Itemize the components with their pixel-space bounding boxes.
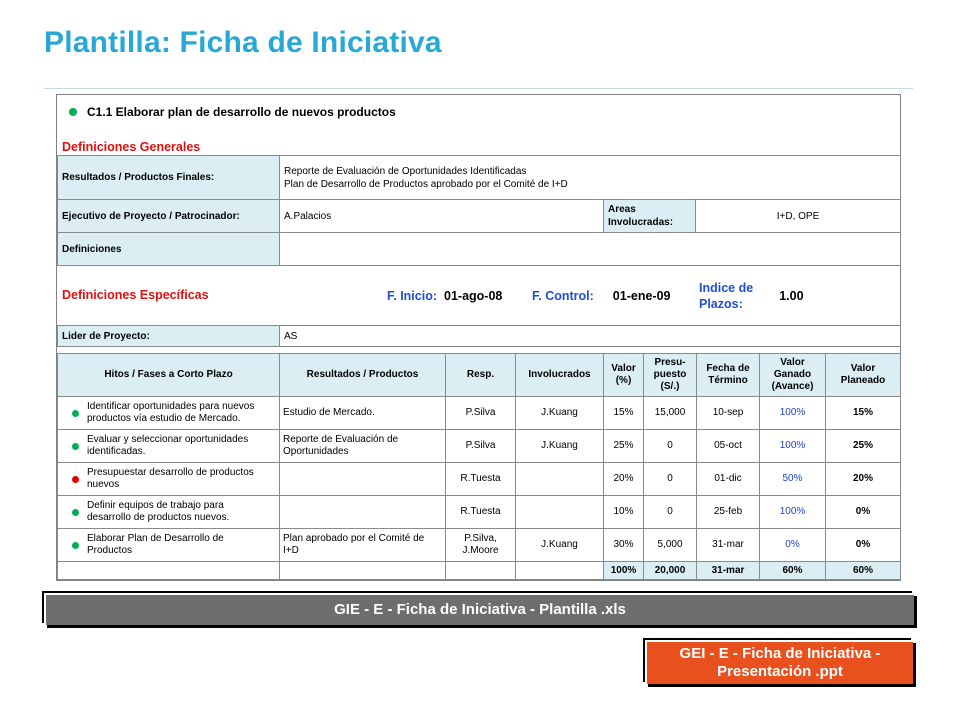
areas-value: I+D, OPE: [696, 200, 901, 233]
specific-definitions-heading: Definiciones Específicas: [62, 288, 209, 302]
executive-label: Ejecutivo de Proyecto / Patrocinador:: [58, 200, 280, 233]
hito-cell: [58, 496, 280, 529]
involucrados-cell: [516, 496, 604, 529]
hito-line: nuevos: [87, 479, 120, 490]
f-control-group: [532, 278, 670, 314]
presupuesto-cell: 0: [644, 430, 697, 463]
totals-blank-cell: [58, 562, 280, 580]
table-row: [58, 397, 901, 430]
involucrados-cell: J.Kuang: [516, 430, 604, 463]
valor-ganado-cell: 100%: [760, 397, 826, 430]
resp-cell: [446, 430, 516, 463]
results-line: Reporte de Evaluación de Oportunidades Identificadas: [284, 165, 527, 177]
status-dot: [72, 542, 79, 549]
f-control-label: F. Control:: [532, 289, 594, 303]
general-definitions-table: [57, 155, 901, 266]
areas-label-line: Areas: [608, 204, 636, 215]
result-line: Oportunidades: [283, 446, 349, 457]
status-dot: [72, 476, 79, 483]
valor-ganado-cell: 100%: [760, 496, 826, 529]
valor-cell: 30%: [604, 529, 644, 562]
col-header-valor-ganado: [760, 354, 826, 397]
header-line: puesto: [653, 369, 687, 380]
results-row: [58, 156, 901, 200]
template-file-link[interactable]: GIE - E - Ficha de Iniciativa - Plantilla .xls: [44, 593, 914, 625]
result-line: Estudio de Mercado.: [283, 407, 375, 418]
title-divider: [44, 88, 913, 89]
header-line: Ganado: [773, 369, 812, 380]
col-header-fecha: [697, 354, 760, 397]
involucrados-cell: J.Kuang: [516, 529, 604, 562]
resp-line: P.Silva: [465, 407, 496, 418]
table-row: [58, 430, 901, 463]
table-header-row: [58, 354, 901, 397]
executive-value: A.Palacios: [280, 200, 604, 233]
executive-row: [58, 200, 901, 233]
resp-cell: [446, 496, 516, 529]
totals-blank-cell: [446, 562, 516, 580]
fecha-cell: 31-mar: [697, 529, 760, 562]
result-cell: [280, 529, 446, 562]
col-header-resultados: Resultados / Productos: [280, 354, 446, 397]
f-inicio-value: 01-ago-08: [444, 289, 503, 303]
resp-cell: [446, 463, 516, 496]
header-line: Término: [708, 375, 748, 386]
col-header-involucrados: Involucrados: [516, 354, 604, 397]
result-cell: [280, 463, 446, 496]
col-header-presupuesto: [644, 354, 697, 397]
resp-line: J.Moore: [462, 545, 499, 556]
hito-line: Productos: [87, 545, 133, 556]
col-header-valor-planeado: [826, 354, 901, 397]
indice-label-line: Indice de: [699, 281, 754, 295]
valor-planeado-cell: 25%: [826, 430, 901, 463]
presupuesto-cell: 15,000: [644, 397, 697, 430]
presentation-link-line: Presentación .ppt: [717, 663, 843, 680]
results-value: [280, 156, 901, 200]
header-line: Valor: [611, 363, 636, 374]
status-dot-green: [69, 108, 77, 116]
indice-plazos-label: [699, 280, 753, 312]
presentation-file-link[interactable]: [645, 640, 913, 684]
table-row: [58, 496, 901, 529]
hito-cell: [58, 430, 280, 463]
valor-planeado-cell: 0%: [826, 529, 901, 562]
status-dot: [72, 443, 79, 450]
fecha-cell: 01-dic: [697, 463, 760, 496]
valor-cell: 10%: [604, 496, 644, 529]
status-dot: [72, 410, 79, 417]
total-fecha: 31-mar: [697, 562, 760, 580]
hito-cell: [58, 529, 280, 562]
header-line: Valor: [780, 357, 805, 368]
definitions-label: Definiciones: [58, 233, 280, 266]
header-line: (S/.): [660, 381, 680, 392]
leader-value: AS: [280, 326, 901, 347]
general-definitions-heading: Definiciones Generales: [62, 140, 201, 154]
valor-cell: 20%: [604, 463, 644, 496]
valor-cell: 15%: [604, 397, 644, 430]
f-inicio-label: F. Inicio:: [387, 289, 437, 303]
fecha-cell: 05-oct: [697, 430, 760, 463]
definitions-value: [280, 233, 901, 266]
resp-line: P.Silva,: [464, 533, 497, 544]
indice-plazos-value: 1.00: [779, 289, 804, 303]
presupuesto-cell: 0: [644, 496, 697, 529]
totals-blank-cell: [280, 562, 446, 580]
total-valor: 100%: [604, 562, 644, 580]
total-valor-ganado: 60%: [760, 562, 826, 580]
result-cell: [280, 397, 446, 430]
involucrados-cell: [516, 463, 604, 496]
initiative-sheet: [56, 94, 901, 581]
initiative-header: [69, 105, 396, 119]
involucrados-cell: J.Kuang: [516, 397, 604, 430]
hito-line: Elaborar Plan de Desarrollo de: [87, 533, 224, 544]
result-line: Reporte de Evaluación de: [283, 434, 399, 445]
header-line: Planeado: [840, 375, 886, 386]
valor-planeado-cell: 15%: [826, 397, 901, 430]
totals-row: [58, 562, 901, 580]
indice-plazos-group: [699, 278, 804, 314]
header-line: (Avance): [771, 381, 814, 392]
leader-row: [58, 326, 901, 347]
resp-cell: [446, 529, 516, 562]
header-line: Fecha de: [706, 363, 750, 374]
result-cell: [280, 496, 446, 529]
valor-ganado-cell: 100%: [760, 430, 826, 463]
valor-planeado-cell: 0%: [826, 496, 901, 529]
hito-line: Presupuestar desarrollo de productos: [87, 467, 254, 478]
hito-line: desarrollo de productos nuevos.: [87, 512, 230, 523]
results-line: Plan de Desarrollo de Productos aprobado por el Comité de I+D: [284, 178, 568, 190]
header-line: Valor: [850, 363, 876, 374]
areas-label-line: Involucradas:: [608, 217, 674, 228]
status-dot: [72, 509, 79, 516]
resp-cell: [446, 397, 516, 430]
hito-line: Identificar oportunidades para nuevos: [87, 401, 255, 412]
valor-ganado-cell: 50%: [760, 463, 826, 496]
resp-line: P.Silva: [465, 440, 496, 451]
presupuesto-cell: 5,000: [644, 529, 697, 562]
col-header-valor: [604, 354, 644, 397]
hito-line: identificadas.: [87, 446, 146, 457]
col-header-hitos: Hitos / Fases a Corto Plazo: [58, 354, 280, 397]
leader-table: [57, 325, 901, 347]
totals-blank-cell: [516, 562, 604, 580]
presupuesto-cell: 0: [644, 463, 697, 496]
hito-line: Evaluar y seleccionar oportunidades: [87, 434, 249, 445]
resp-line: R.Tuesta: [460, 473, 501, 484]
initiative-title: C1.1 Elaborar plan de desarrollo de nuevos productos: [87, 105, 396, 119]
result-line: Plan aprobado por el Comité de: [283, 533, 425, 544]
header-line: Presu-: [654, 357, 686, 368]
definitions-row: [58, 233, 901, 266]
resp-line: R.Tuesta: [460, 506, 501, 517]
valor-cell: 25%: [604, 430, 644, 463]
results-label: Resultados / Productos Finales:: [58, 156, 280, 200]
col-header-resp: Resp.: [446, 354, 516, 397]
hito-line: Definir equipos de trabajo para: [87, 500, 224, 511]
result-line: I+D: [283, 545, 299, 556]
presentation-link-line: GEI - E - Ficha de Iniciativa -: [679, 645, 881, 662]
f-control-value: 01-ene-09: [612, 289, 671, 303]
f-inicio-group: [387, 278, 502, 314]
total-valor-planeado: 60%: [826, 562, 901, 580]
header-line: (%): [615, 375, 632, 386]
result-cell: [280, 430, 446, 463]
fecha-cell: 10-sep: [697, 397, 760, 430]
hito-cell: [58, 463, 280, 496]
hito-cell: [58, 397, 280, 430]
total-presupuesto: 20,000: [644, 562, 697, 580]
table-row: [58, 463, 901, 496]
table-row: [58, 529, 901, 562]
fecha-cell: 25-feb: [697, 496, 760, 529]
slide-title: Plantilla: Ficha de Iniciativa: [44, 26, 442, 59]
valor-planeado-cell: 20%: [826, 463, 901, 496]
areas-label: [604, 200, 696, 233]
valor-ganado-cell: 0%: [760, 529, 826, 562]
milestones-table: [57, 353, 901, 580]
indice-label-line: Plazos:: [699, 297, 743, 311]
hito-line: productos vía estudio de Mercado.: [87, 413, 241, 424]
leader-label: Lider de Proyecto:: [58, 326, 280, 347]
